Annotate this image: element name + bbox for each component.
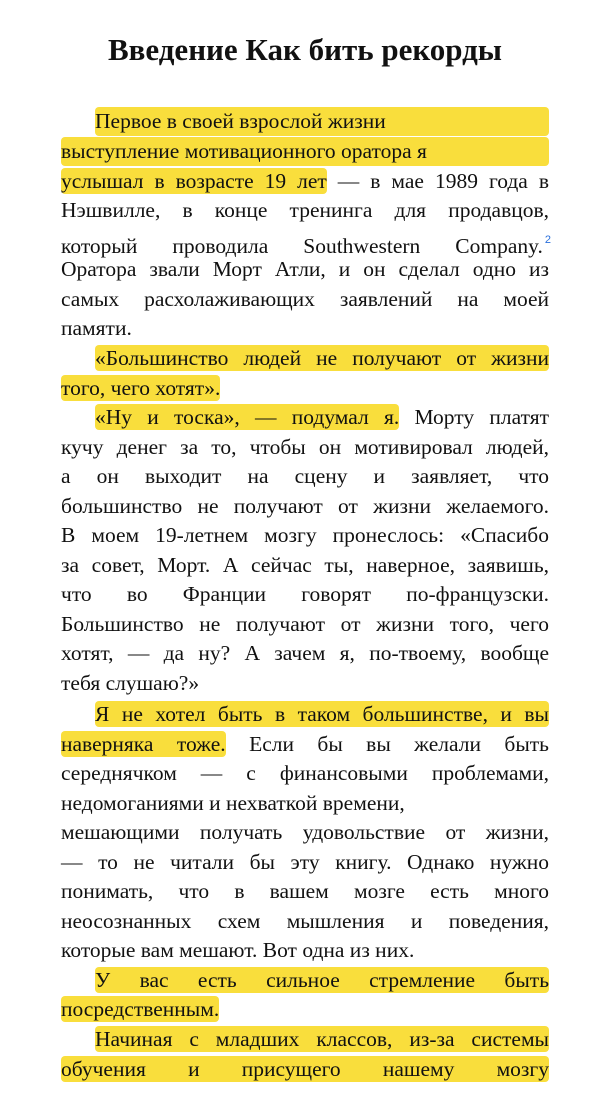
text-line — [61, 639, 549, 668]
line-text: кучу денег за то, чтобы он мотивировал людей, — [61, 435, 549, 459]
text-line — [61, 196, 549, 225]
text-line — [61, 877, 549, 906]
line-text: Большинство не получают от жизни того, чего — [61, 612, 549, 636]
highlighted-text: Начиная с младших классов, из-за системы — [95, 1027, 549, 1051]
highlighted-text: «Ну и тоска», — подумал я. — [95, 405, 400, 429]
text-line — [61, 759, 549, 788]
text-line — [61, 730, 549, 759]
line-text: самых расхолаживающих заявлений на моей — [61, 287, 549, 311]
line-text: середнячком — с финансовыми проблемами, — [61, 761, 549, 785]
footnote-link[interactable]: 2 — [544, 234, 551, 246]
text-line — [61, 374, 549, 403]
line-text: Первое в своей взрослой жизни — [95, 109, 386, 133]
line-text: — в мае 1989 года в — [326, 169, 549, 193]
text-line — [61, 1055, 549, 1084]
line-text: недомоганиями и нехваткой времени, — [61, 791, 405, 815]
line-text: хотят, — да ну? А зачем я, по-твоему, вообще — [61, 641, 549, 665]
text-line — [61, 995, 549, 1024]
line-text: неосознанных схем мышления и поведения, — [61, 909, 549, 933]
text-line — [61, 551, 549, 580]
line-text: что во Франции говорят по-французски. — [61, 582, 549, 606]
highlighted-text: обучения и присущего нашему мозгу — [61, 1057, 549, 1081]
text-line — [61, 848, 549, 877]
line-text: а он выходит на сцену и заявляет, что — [61, 464, 549, 488]
text-line — [61, 789, 549, 818]
text-line — [61, 314, 549, 343]
line-text: мешающими получать удовольствие от жизни, — [61, 820, 549, 844]
line-text: выступление мотивационного оратора я — [61, 139, 427, 163]
text-line — [61, 226, 551, 258]
line-text: Морту платят — [399, 405, 549, 429]
line-text: которые вам мешают. Вот одна из них. — [61, 938, 415, 962]
highlighted-text: того, чего хотят». — [61, 376, 221, 400]
text-line — [61, 167, 549, 196]
text-line — [61, 818, 549, 847]
text-line — [95, 1025, 549, 1054]
highlighted-text: посредственным. — [61, 997, 220, 1021]
text-line — [61, 610, 549, 639]
text-line — [61, 521, 549, 550]
highlighted-text: У вас есть сильное стремление быть — [95, 968, 549, 992]
text-line — [61, 669, 549, 698]
highlighted-text: Я не хотел быть в таком большинстве, и вы — [95, 702, 549, 726]
text-line — [95, 700, 549, 729]
line-text: который проводила Southwestern Company. — [61, 234, 543, 258]
text-line — [61, 137, 549, 166]
line-text: тебя слушаю?» — [61, 671, 200, 695]
text-line — [61, 285, 549, 314]
line-text: Если бы вы желали быть — [225, 732, 549, 756]
line-text: большинство не получают от жизни желаемого. — [61, 494, 549, 518]
text-line — [61, 492, 549, 521]
highlighted-text: «Большинство людей не получают от жизни — [95, 346, 549, 370]
line-text: Оратора звали Морт Атли, и он сделал одно из — [61, 257, 549, 281]
text-line — [61, 462, 549, 491]
highlighted-text: наверняка тоже. — [61, 732, 226, 756]
line-text: Нэшвилле, в конце тренинга для продавцов, — [61, 198, 549, 222]
line-text: за совет, Морт. А сейчас ты, наверное, заявишь, — [61, 553, 549, 577]
line-text: В моем 19-летнем мозгу пронеслось: «Спасибо — [61, 523, 549, 547]
line-text: понимать, что в вашем мозге есть много — [61, 879, 549, 903]
text-line — [61, 907, 549, 936]
text-line — [95, 966, 549, 995]
line-text: — то не читали бы эту книгу. Однако нужно — [61, 850, 549, 874]
highlighted-text: услышал в возрасте 19 лет — [61, 169, 327, 193]
text-line — [95, 403, 549, 432]
text-line — [61, 433, 549, 462]
text-line — [61, 580, 549, 609]
text-line — [61, 255, 549, 284]
chapter-title: Введение Как бить рекорды — [107, 32, 503, 67]
text-line — [95, 344, 549, 373]
line-text: памяти. — [61, 316, 132, 340]
text-line — [61, 936, 549, 965]
text-line — [95, 107, 549, 136]
